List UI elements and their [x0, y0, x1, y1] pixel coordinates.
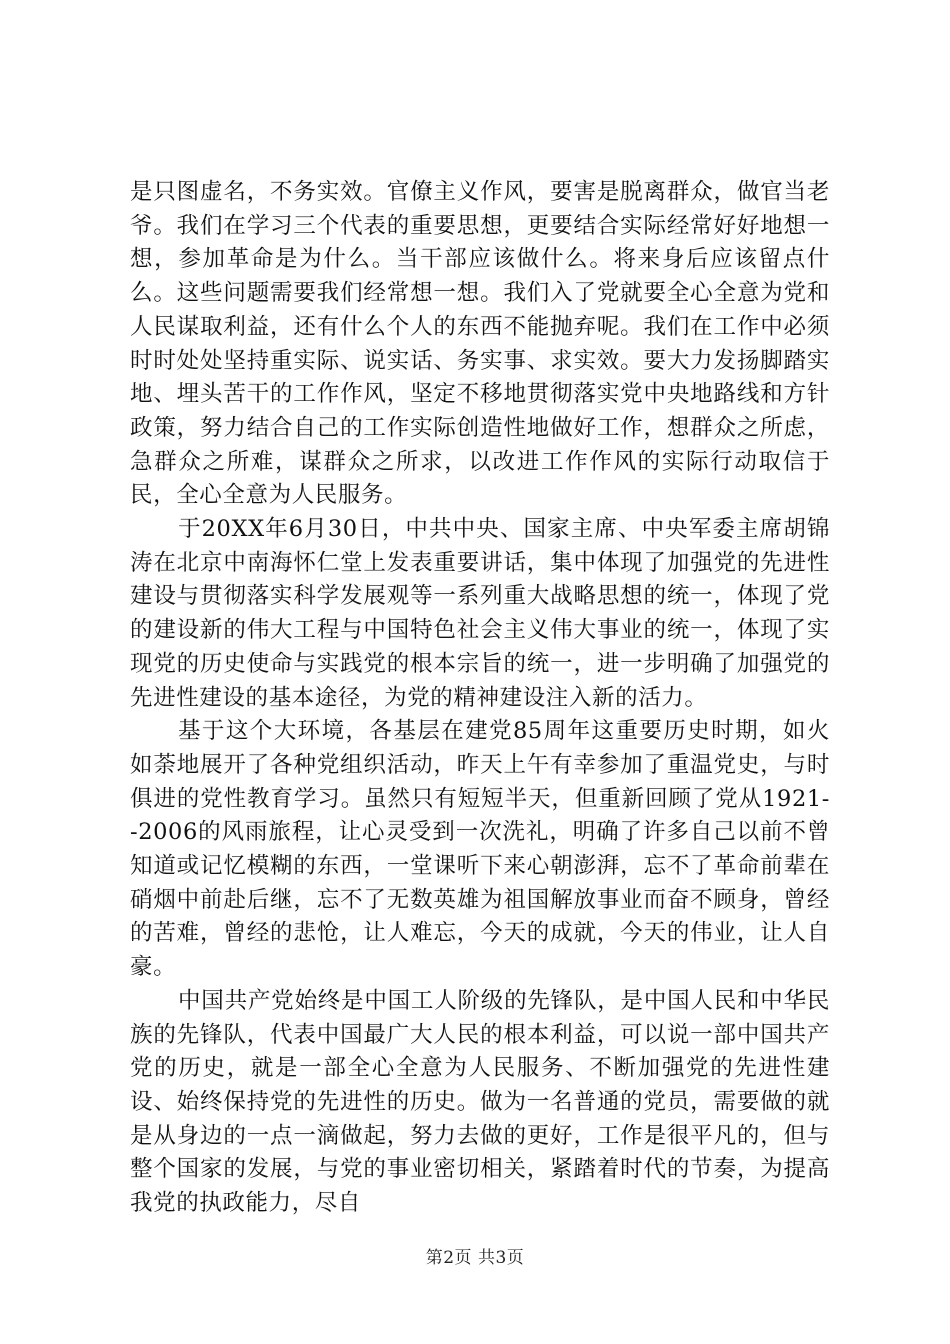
- paragraph-1: 是只图虚名，不务实效。官僚主义作风，要害是脱离群众，做官当老爷。我们在学习三个代表的重要思想，更要结合实际经常好好地想一想，参加革命是为什么。当干部应该做什么。将来身后应该留点什么。这些问题需要我们经常想一想。我们入了党就要全心全意为党和人民谋取利益，还有什么个人的东西不能抛弃呢。我们在工作中必须时时处处坚持重实际、说实话、务实事、求实效。要大力发扬脚踏实地、埋头苦干的工作作风，坚定不移地贯彻落实党中央地路线和方针政策，努力结合自己的工作实际创造性地做好工作，想群众之所虑，急群众之所难，谋群众之所求，以改进工作作风的实际行动取信于民，全心全意为人民服务。: [130, 179, 830, 509]
- paragraph-3: 基于这个大环境，各基层在建党85周年这重要历史时期，如火如荼地展开了各种党组织活动，昨天上午有幸参加了重温党史，与时俱进的党性教育学习。虽然只有短短半天，但重新回顾了党从1921--2006的风雨旅程，让心灵受到一次洗礼，明确了许多自己以前不曾知道或记忆模糊的东西，一堂课听下来心朝澎湃，忘不了革命前辈在硝烟中前赴后继，忘不了无数英雄为祖国解放事业而奋不顾身，曾经的苦难，曾经的悲怆，让人难忘，今天的成就，今天的伟业，让人自豪。: [130, 718, 830, 981]
- page-footer: 第2页 共3页: [425, 1248, 525, 1268]
- body-text: [130, 176, 830, 1221]
- paragraph-2: 于20XX年6月30日，中共中央、国家主席、中央军委主席胡锦涛在北京中南海怀仁堂上发表重要讲话，集中体现了加强党的先进性建设与贯彻落实科学发展观等一系列重大战略思想的统一，体现了党的建设新的伟大工程与中国特色社会主义伟大事业的统一，体现了实现党的历史使命与实践党的根本宗旨的统一，进一步明确了加强党的先进性建设的基本途径，为党的精神建设注入新的活力。: [130, 516, 830, 711]
- paragraph-4: 中国共产党始终是中国工人阶级的先锋队，是中国人民和中华民族的先锋队，代表中国最广大人民的根本利益，可以说一部中国共产党的历史，就是一部全心全意为人民服务、不断加强党的先进性建设、始终保持党的先进性的历史。做为一名普通的党员，需要做的就是从身边的一点一滴做起，努力去做的更好，工作是很平凡的，但与整个国家的发展，与党的事业密切相关，紧踏着时代的节奏，为提高我党的执政能力，尽自: [130, 987, 830, 1217]
